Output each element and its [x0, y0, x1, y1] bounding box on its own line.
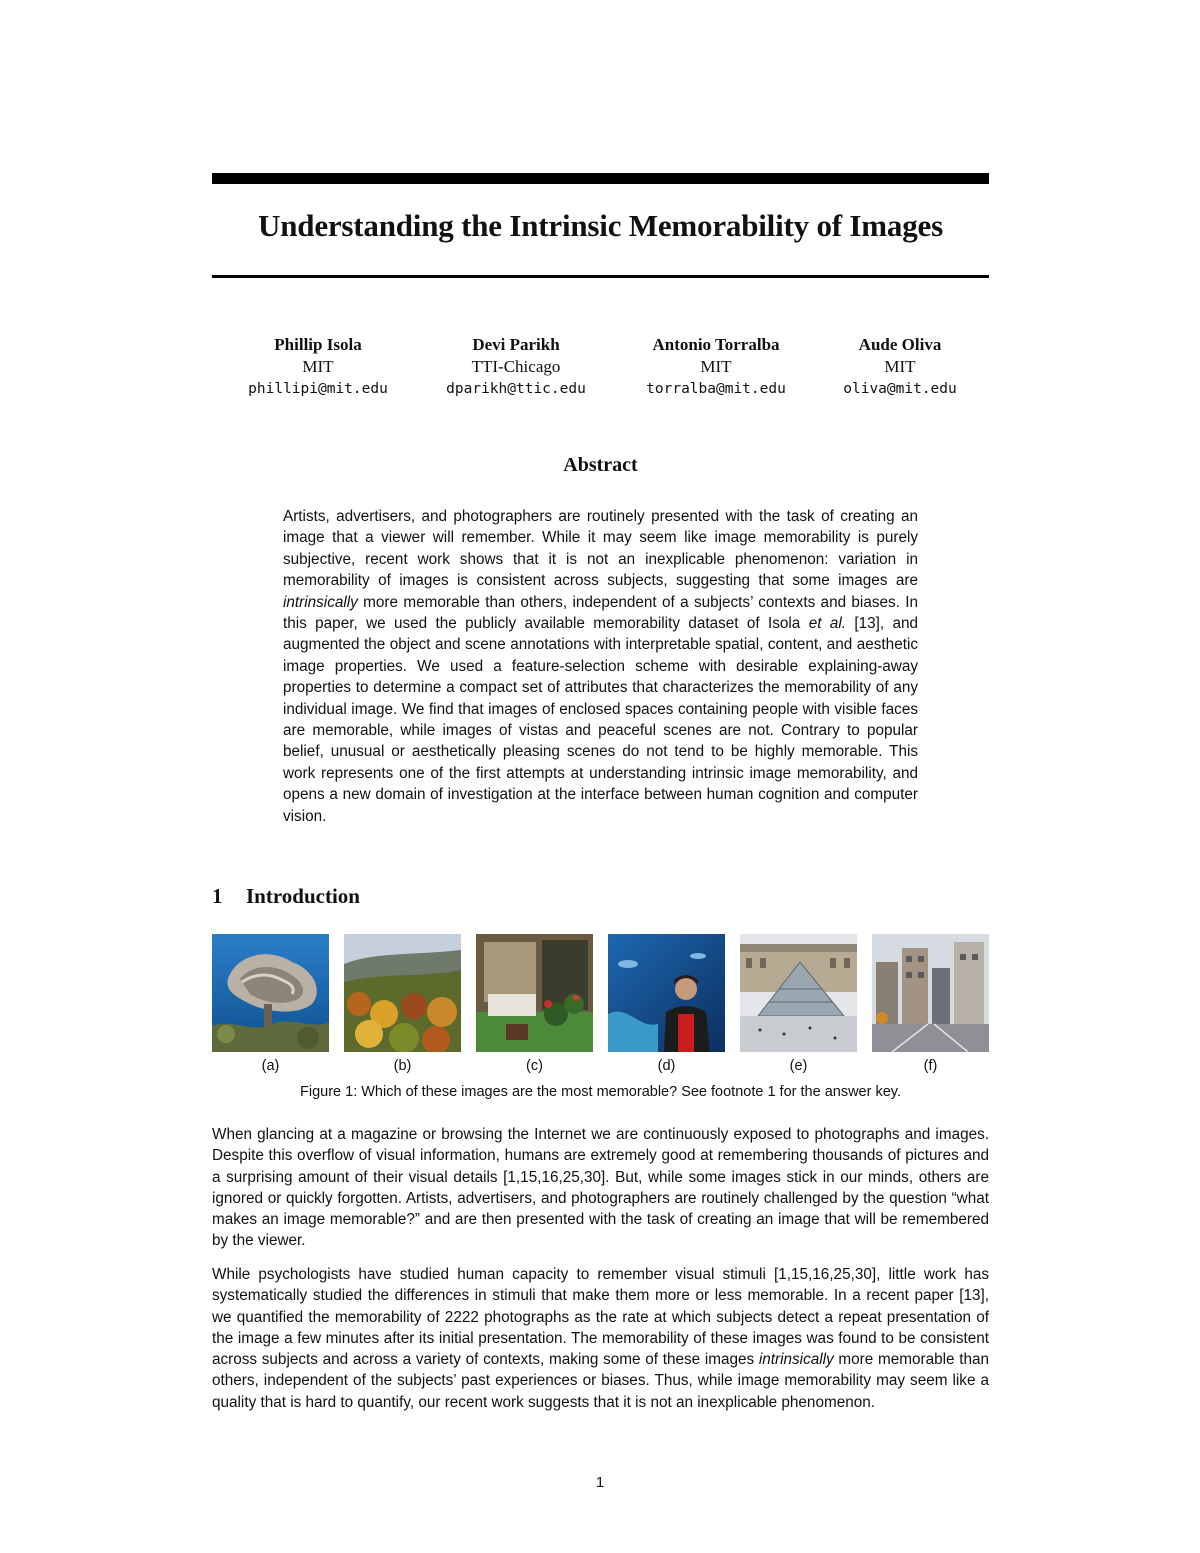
author-name: Phillip Isola [274, 335, 362, 354]
author-affiliation: MIT [884, 357, 916, 376]
abstract-etal: et al. [808, 615, 846, 633]
city-street-photo [872, 934, 989, 1052]
figure-1 [212, 934, 989, 1054]
author-block [218, 334, 418, 400]
author-affiliation: MIT [302, 357, 334, 376]
author-affiliation: TTI-Chicago [471, 357, 561, 376]
title-bottom-rule [212, 275, 989, 278]
autumn-forest-photo [344, 934, 461, 1052]
page-number: 1 [595, 1474, 605, 1491]
abstract-heading: Abstract [563, 454, 638, 476]
body-emphasis: intrinsically [758, 1351, 834, 1369]
abstract-text: Artists, advertisers, and photographers are routinely presented with the task of creating an image that a viewer will remember. While it may seem like image memorability is purely subjective, recent work shows that it is not an inexplicable phenomenon: variation in memorability of images is consistent across subjects, suggesting that some images are intrinsically more memorable than others, independent of a subjects’ contexts and biases. In this paper, we used the publicly available memorability dataset of Isola et al. [13], and augmented the object and scene annotations with interpretable spatial, content, and aesthetic image properties. We used a feature-selection scheme with desirable explaining-away properties to determine a compact set of attributes that characterizes the memorability of any individual image. We find that images of enclosed spaces containing people with visible faces are memorable, while images of vistas and peaceful scenes are not. Contrary to popular belief, unusual or aesthetically pleasing scenes do not tend to be highly memorable. This work represents one of the first attempts at understanding intrinsic image memorability, and opens a new domain of investigation at the interface between human cognition and computer vision. [283, 508, 918, 825]
author-email: phillipi@mit.edu [248, 381, 388, 397]
abstract-emphasis: intrinsically [283, 593, 358, 611]
body-paragraph: When glancing at a magazine or browsing the Internet we are continuously exposed to photographs and images. Despite this overflow of visual information, humans are extremely good at remembering thousands of pictures and a surprising amount of their visual details [1,15,16,25,30]. But, while some images stick in our minds, others are ignored or quickly forgotten. Artists, advertisers, and photographers are routinely challenged by the question “what makes an image memorable?” and are then presented with the task of creating an image that will be remembered by the viewer. [212, 1126, 989, 1250]
author-name: Antonio Torralba [652, 335, 780, 354]
figure-caption: Figure 1: Which of these images are the most memorable? See footnote 1 for the answer key. [300, 1084, 901, 1100]
patio-room-photo [476, 934, 593, 1052]
louvre-pyramid-photo [740, 934, 857, 1052]
title-top-rule [212, 173, 989, 184]
author-affiliation: MIT [700, 357, 732, 376]
section-title: Introduction [246, 884, 360, 908]
subfigure-label: (b) [393, 1058, 412, 1074]
author-block [800, 334, 1000, 400]
author-block [616, 334, 816, 400]
body-paragraph: While psychologists have studied human capacity to remember visual stimuli [1,15,16,25,30], little work has systematically studied the differences in stimuli that make them more or less memorable. In a recent paper [13], we quantified the memorability of 2222 photographs as the rate at which subjects detect a repeat presentation of the image a few minutes after its initial presentation. The memorability of these images was found to be consistent across subjects and across a variety of contexts, making some of these images intrinsically more memorable than others, independent of the subjects’ past experiences or biases. Thus, while image memorability may seem like a quality that is hard to quantify, our recent work suggests that it is not an inexplicable phenomenon. [212, 1266, 989, 1411]
subfigure-label: (d) [657, 1058, 676, 1074]
author-name: Devi Parikh [472, 335, 560, 354]
paper-title: Understanding the Intrinsic Memorability of Images [258, 208, 943, 243]
section-number: 1 [212, 884, 223, 908]
coral-reef-photo [212, 934, 329, 1052]
author-email: torralba@mit.edu [646, 381, 786, 397]
man-aquarium-photo [608, 934, 725, 1052]
author-name: Aude Oliva [858, 335, 942, 354]
author-email: oliva@mit.edu [843, 381, 957, 397]
author-email: dparikh@ttic.edu [446, 381, 586, 397]
subfigure-label: (c) [526, 1058, 543, 1074]
author-block [416, 334, 616, 400]
subfigure-label: (f) [923, 1058, 938, 1074]
section-heading [212, 884, 360, 909]
subfigure-label: (a) [261, 1058, 280, 1074]
subfigure-label: (e) [789, 1058, 808, 1074]
